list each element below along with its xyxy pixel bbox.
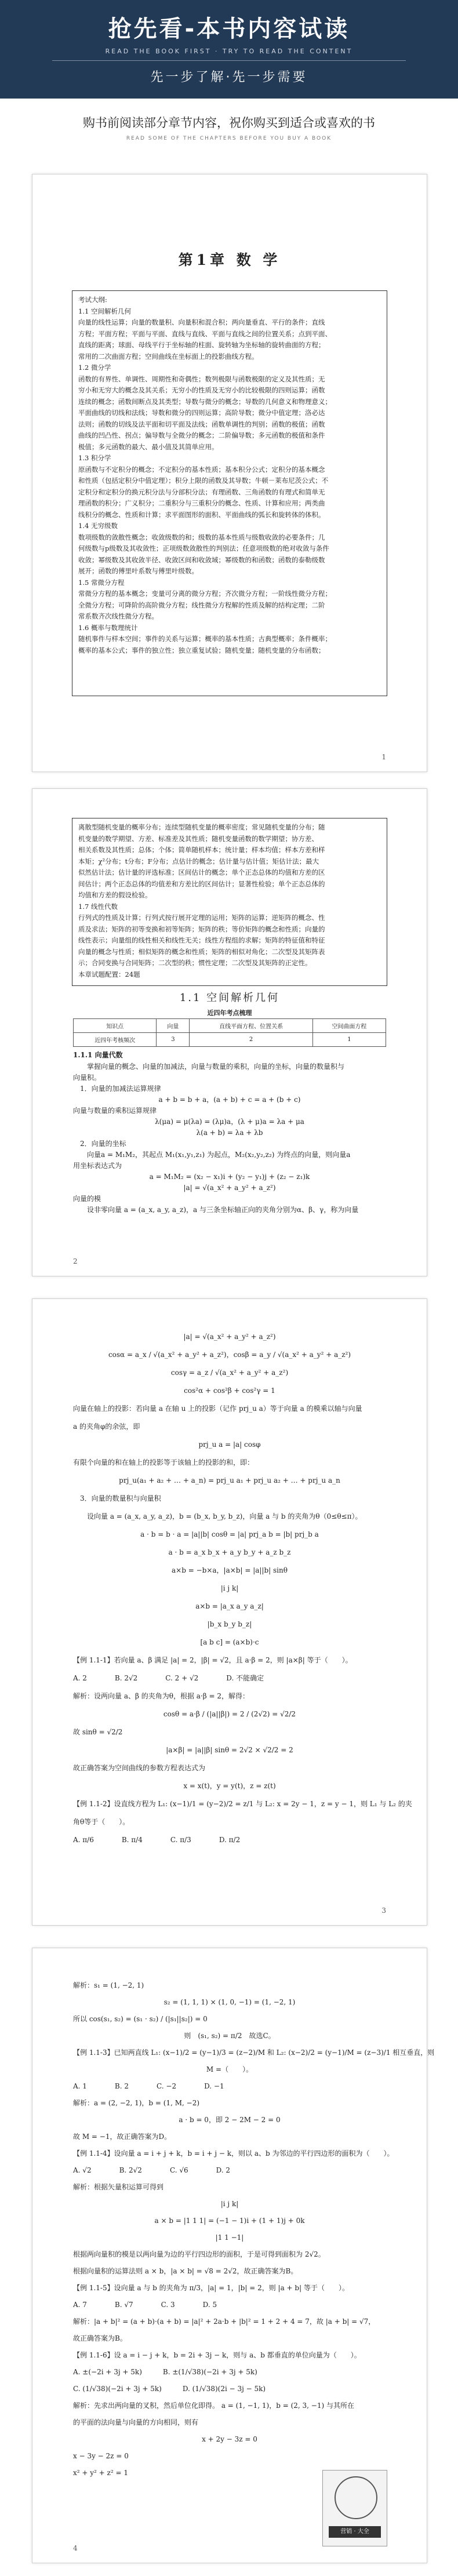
text-line: 1．向量的加减法运算规律 [73,1085,161,1093]
page-number: 3 [381,1906,386,1915]
text-line: λ(a + b) = λa + λb [196,1129,263,1137]
text-line: 的平面的法向量与向量的方向相同，则有 [73,2418,199,2426]
text-line: |1 1 −1| [215,2233,244,2242]
text-line: 间估计；两个正态总体的均值差和方差比的区间估计；显著性检验；单个正态总体的 [78,879,325,888]
text-line: 常用的二次曲面方程；空间曲线在坐标面上的投影曲线方程。 [78,352,259,361]
text-line: |a| = √(a_x² + a_y² + a_z²) [183,1333,276,1341]
text-line: |i j k| [220,2200,239,2208]
text-line: 函数的有界性、单调性、周期性和奇偶性；数列极限与函数极限的定义及其性质；无 [78,374,325,383]
text-line: M =（ ）。 [206,2065,253,2073]
text-line: 本章试题配置：24题 [78,970,140,978]
table-row [74,1033,386,1047]
text-line: 有限个向量的和在轴上的投影等于该轴上的投影的和，即： [73,1458,255,1467]
text-line: x² + y² + z² = 1 [73,2469,128,2477]
table-cell: 3 [157,1033,190,1047]
exam-outline-box [72,290,387,696]
text-line: A. ±(−2i + 3j + 5k) B. ±(1/√38)(−2i + 3j + 5k) [73,2368,257,2376]
text-line: 相关系数及其性质；总体；个体；简单随机样本；统计量；样本均值；样本方差和样 [78,846,325,854]
text-line: s₂ = (1, 1, 1) × (1, 0, −1) = (1, −2, 1) [163,1998,296,2006]
text-line: cosθ = a·β / (|a||β|) = 2 / (2√2) = √2/2 [163,1710,296,1718]
text-line: x + 2y − 3z = 0 [202,2435,257,2443]
text-line: 【例 1.1-4】设向量 a = i + j + k，b = i + j − k，则以 a、b 为邻边的平行四边形的面积为（ ）。 [73,2149,394,2157]
stamp-seal-icon [335,2476,377,2519]
text-line: 向量a = M₁M₂，其起点 M₁(x₁,y₁,z₁) 为起点，M₂(x₂,y₂,z₂) 为终点的向量，则向量a [73,1151,351,1159]
text-line: 考试大纲: [78,296,107,304]
text-line: 掌握向量的概念、向量的加减法，向量与数量的乘积，向量的坐标，向量的数量积与 [73,1063,345,1071]
section-title: 1.1 空间解析几何 [179,992,280,1004]
text-line: 故 sinθ = √2/2 [73,1728,123,1736]
text-line: A. π/6 B. π/4 C. π/3 D. π/2 [73,1836,241,1844]
subsection-title: 1.1.1 向量代数 [73,1051,123,1059]
book-page-4 [32,1948,435,2563]
publisher-stamp [322,2470,387,2546]
text-line: 何级数与p级数及其收敛性；正项级数敛散性的判别法；任意项级数的绝对收敛与条件 [78,544,329,552]
text-line: 1.4 无穷级数 [78,522,118,530]
text-line: a + b = b + a，(a + b) + c = a + (b + c) [158,1096,301,1104]
text-line: a×b = −b×a，|a×b| = |a||b| sinθ [172,1566,288,1574]
text-line: 1.6 概率与数理统计 [78,623,138,632]
banner [0,0,458,99]
table-cell: 2 [190,1033,312,1047]
text-line: 向量的模 [73,1195,101,1203]
book-page-1 [32,174,427,772]
text-line: 根据向量积的运算法则 a × b，|a × b| = √8 = 2√2，故正确答案为B。 [73,2267,298,2275]
knowledge-point-table [73,1018,386,1047]
table-header-cell: 向量 [157,1019,190,1033]
text-line: a · b = a_x b_x + a_y b_y + a_z b_z [168,1548,291,1556]
text-line: 则 (s₁, s₂) = π/2 故选C。 [184,2032,275,2040]
text-line: 2．向量的坐标 [73,1140,126,1148]
text-line: 质及求法；矩阵的初等变换和初等矩阵；矩阵的秩；等价矩阵的概念和性质；向量的 [78,925,325,933]
table-caption: 近四年考点梳理 [207,1009,252,1017]
text-line: 直线的距离；球面、母线平行于坐标轴的柱面、旋转轴为坐标轴的旋转曲面的方程； [78,341,325,349]
stamp-label: 营销 · 大全 [329,2526,381,2538]
text-line: 1.5 常微分方程 [78,578,125,587]
intro-subtext: READ SOME OF THE CHAPTERS BEFORE YOU BUY A BOOK [126,136,332,141]
page-number: 2 [73,1257,78,1265]
text-line: A. 1 B. 2 C. −2 D. −1 [73,2082,224,2090]
table-header-cell: 直线平面方程、位置关系 [190,1019,312,1033]
text-line: 【例 1.1-5】设向量 a 与 b 的夹角为 π/3，|a| = 1，|b| = 2，则 |a + b| 等于（ ）。 [73,2284,349,2292]
text-line: 全微分方程；可降阶的高阶微分方程；线性微分方程解的性质及解的结构定理；二阶 [78,601,325,609]
text-line: prj_u a = |a| cosφ [198,1440,261,1449]
text-line: x − 3y − 2z = 0 [73,2452,129,2460]
text-line: 定积分和定积分的换元积分法与分部积分法；有理函数、三角函数的有理式和简单无 [78,487,325,496]
text-line: 线性表示；向量组的线性相关和线性无关；线性方程组的求解；矩阵的特征值和特征 [78,936,325,944]
text-line: cosγ = a_z / √(a_x² + a_y² + a_z²) [170,1369,289,1377]
text-line: a × b = |1 1 1| = (−1 − 1)i + (1 + 1)j + 0k [154,2217,305,2225]
text-line: 原函数与不定积分的概念；不定积分的基本性质；基本积分公式；定积分的基本概念 [78,465,325,474]
text-line: 线积分的概念、性质和计算；求平面图形的面积、平面曲线的弧长和旋转体的体积。 [78,510,325,519]
text-line: a · b = 0，即 2 − 2M − 2 = 0 [179,2116,281,2124]
text-line: 展开；函数的傅里叶系数与傅里叶级数。 [78,567,198,575]
text-line: 1.3 积分学 [78,454,111,462]
text-line: 【例 1.1-3】已知两直线 L₁: (x−1)/2 = (y−1)/3 = (z−2)/M 和 L₂: (x−2)/2 = (y−1)/M = (z−3)/1 相互垂直，则 [73,2049,435,2057]
text-line: 向量与数量的乘积运算规律 [73,1107,157,1115]
text-line: 和性质（包括定积分中值定理）；积分上限的函数及其导数；牛顿－莱布尼茨公式；不 [78,476,329,485]
text-line: A. 2 B. 2√2 C. 2 + √2 D. 不能确定 [73,1674,264,1682]
table-cell: 1 [312,1033,386,1047]
text-line: |b_x b_y b_z| [207,1620,252,1628]
text-line: 常系数齐次线性微分方程。 [78,612,158,620]
text-line: 似然估计法；估计量的评选标准；区间估计的概念；单个正态总体的均值和方差的区 [78,868,325,876]
text-line: 解析：设两向量 a、β 的夹角为θ，根据 a·β = 2，解得： [73,1692,249,1700]
text-line: C. (1/√38)(−2i + 3j + 5k) D. (1/√38)(2i − 3j − 5k) [73,2385,266,2393]
banner-subtitle: READ THE BOOK FIRST · TRY TO READ THE CONTENT [105,48,353,55]
text-line: |a×β| = |a||β| sinθ = 2√2 × √2/2 = 2 [166,1746,293,1754]
page-body [73,1977,435,2482]
text-line: 向量在轴上的投影：若向量 a 在轴 u 上的投影（记作 prj_u a）等于向量 a 的模乘以轴与向量 [73,1405,362,1413]
text-line: [a b c] = (a×b)·c [200,1638,259,1646]
text-line: 故正确答案为B。 [73,2334,127,2342]
text-line: 解析：先求出两向量的叉积，然后单位化即得。 a = (1, −1, 1)，b = (2, 3, −1) 与其所在 [73,2402,354,2410]
table-header-cell: 空间曲面方程 [312,1019,386,1033]
text-line: 【例 1.1-1】若向量 a、β 满足 |a| = 2，|β| = √2，且 a·β = 2，则 |a×β| 等于（ ）。 [73,1656,352,1664]
text-line: 离散型随机变量的概率分布；连续型随机变量的概率密度；常见随机变量的分布；随 [78,823,325,831]
text-line: 均值和方差的假设检验。 [78,891,152,899]
page-body [73,1061,386,1216]
text-line: a×b = |a_x a_y a_z| [195,1602,264,1610]
text-line: a · b = b · a = |a||b| cosθ = |a| prj_a b = |b| prj_b a [140,1530,319,1538]
text-line: 法则；函数的切线及法平面和切平面及法线；函数单调性的判别；函数的极值；函数 [78,420,325,428]
text-line: prj_u(a₁ + a₂ + … + a_n) = prj_u a₁ + prj_u a₂ + … + prj_u a_n [119,1476,340,1485]
text-line: 机变量的数学期望、方差、标准差及其性质；随机变量函数的数学期望；协方差、 [78,834,318,843]
text-line: 收敛；幂级数及其收敛半径、收敛区间和收敛域；幂级数的和函数；函数的泰勒级数 [78,555,325,564]
text-line: 概率的基本公式；事件的独立性；独立重复试验；随机变量；随机变量的分布函数； [78,646,325,654]
text-line: |a| = √(a_x² + a_y² + a_z²) [183,1184,276,1192]
text-line: 设向量 a = (a_x, a_y, a_z)，b = (b_x, b_y, b_z)，向量 a 与 b 的夹角为θ（0≤θ≤π）。 [73,1512,362,1520]
text-line: 曲线的凹凸性、拐点；偏导数与全微分的概念；二阶偏导数；多元函数的极值和条件 [78,431,325,439]
text-line: 解析：|a + b|² = (a + b)·(a + b) = |a|² + 2a·b + |b|² = 1 + 2 + 4 = 7，故 |a + b| = √7， [73,2317,376,2326]
text-line: A. 7 B. √7 C. 3 D. 5 [73,2301,217,2309]
text-line: 解析：s₁ = (1, −2, 1) [73,1981,144,1989]
text-line: cos²α + cos²β + cos²γ = 1 [184,1387,275,1395]
banner-title: 抢先看-本书内容试读 [108,16,350,42]
text-line: a = M₁M₂ = (x₂ − x₁)i + (y₂ − y₁)j + (z₂ − z₁)k [149,1173,310,1181]
text-line: cosα = a_x / √(a_x² + a_y² + a_z²)，cosβ = a_y / √(a_x² + a_y² + a_z²) [108,1351,351,1359]
text-line: 随机事件与样本空间；事件的关系与运算；概率的基本性质；古典型概率；条件概率； [78,635,332,643]
text-line: λ(μa) = μ(λa) = (λμ)a，(λ + μ)a = λa + μa [155,1118,304,1126]
text-line: 1.2 微分学 [78,363,111,372]
text-line: 向量的概念与性质；相似矩阵的概念和性质；矩阵的相似对角化；二次型及其矩阵表 [78,947,325,956]
page-number: 1 [381,753,386,761]
text-line: 穷小和无穷大的概念及其关系；无穷小的性质及无穷小的比较极限的四则运算；函数 [78,386,325,394]
text-line: 1.1 空间解析几何 [78,307,131,315]
text-line: x = x(t)，y = y(t)，z = z(t) [183,1782,276,1790]
text-line: 1.7 线性代数 [78,902,118,911]
text-line: 向量积。 [73,1074,101,1082]
text-line: a 的夹角φ的余弦，即 [73,1422,140,1431]
text-line: 设非零向量 a = (a_x, a_y, a_z)，a 与三条坐标轴正向的夹角分别为α、β、γ，称为向量 [73,1206,359,1214]
text-line: 极值；多元函数的最大、最小值及其简单应用。 [78,442,219,451]
banner-tagline: 先一步了解·先一步需要 [150,70,308,85]
text-line: 【例 1.1-6】设 a = i − j + k，b = 2i + 3j − k，则与 a、b 都垂直的单位向量为（ ）。 [73,2351,361,2359]
text-line: 方程；平面方程；平面与平面、直线与直线、平面与直线之间的位置关系；点到平面、 [78,329,332,338]
intro-text: 购书前阅读部分章节内容，祝你购买到适合或喜欢的书 [83,116,375,130]
text-line: 解析：a = (2, −2, 1)，b = (1, M, −2) [73,2099,200,2107]
text-line: 根据两向量积的模是以两向量为边的平行四边形的面积，于是可得到面积为 2√2。 [73,2250,325,2258]
text-line: 行列式的性质及计算；行列式按行展开定理的运用；矩阵的运算；逆矩阵的概念、性 [78,914,325,922]
book-page-2 [32,788,427,1276]
table-cell: 近四年考核频次 [74,1033,157,1047]
exam-outline-box-continued [72,818,387,986]
chapter-title: 第1章 数 学 [178,252,281,268]
text-line: 故正确答案为空间曲线的参数方程表达式为 [73,1764,206,1772]
text-line: 示；合同变换与合同矩阵；二次型的秩；惯性定理；二次型及其矩阵的正定性。 [78,959,312,967]
text-line: 所以 cos(s₁, s₂) = (s₁ · s₂) / (|s₁||s₂|) = 0 [73,2015,208,2023]
book-page-3 [32,1298,427,1926]
banner-divider [52,60,406,61]
text-line: |i j k| [220,1584,239,1592]
text-line: A. √2 B. 2√2 C. √6 D. 2 [73,2166,231,2174]
table-header-row [74,1019,386,1033]
text-line: 角θ等于（ ）。 [73,1818,130,1826]
text-line: 连续的概念；函数间断点及其类型；导数与微分的概念；导数的几何意义和物理意义； [78,397,332,406]
text-line: 3．向量的数量积与向量积 [73,1494,161,1502]
text-line: 理函数的积分；广义积分；二重积分与三重积分的概念、性质、计算和应用；两类曲 [78,499,325,507]
text-line: 用坐标表达式为 [73,1162,122,1170]
text-line: 向量的线性运算；向量的数量积、向量积和混合积；两向量垂直、平行的条件；直线 [78,318,325,326]
text-line: 故 M = −1，故正确答案为D。 [73,2133,172,2141]
text-line: 解析：根据矢量积运算可得到 [73,2183,164,2191]
text-line: 常微分方程的基本概念；变量可分离的微分方程；齐次微分方程；一阶线性微分方程； [78,590,332,598]
table-header-cell: 知识点 [74,1019,157,1033]
text-line: 【例 1.1-2】设直线方程为 L₁: (x−1)/1 = (y−2)/2 = z/1 与 L₂: x = 2y − 1，z = y − 1，则 L₁ 与 L₂ 的夹 [73,1800,412,1808]
page-body [73,1328,412,1849]
page-number: 4 [73,2544,78,2552]
text-line: 平面曲线的切线和法线；导数和微分的四则运算；高阶导数；微分中值定理；洛必达 [78,409,325,417]
text-line: 数项级数的敛散性概念；收敛级数的和；级数的基本性质与级数收敛的必要条件；几 [78,533,325,541]
text-line: 本矩；χ²分布；t分布；F分布；点估计的概念；估计量与估计值；矩估计法；最大 [78,857,319,865]
